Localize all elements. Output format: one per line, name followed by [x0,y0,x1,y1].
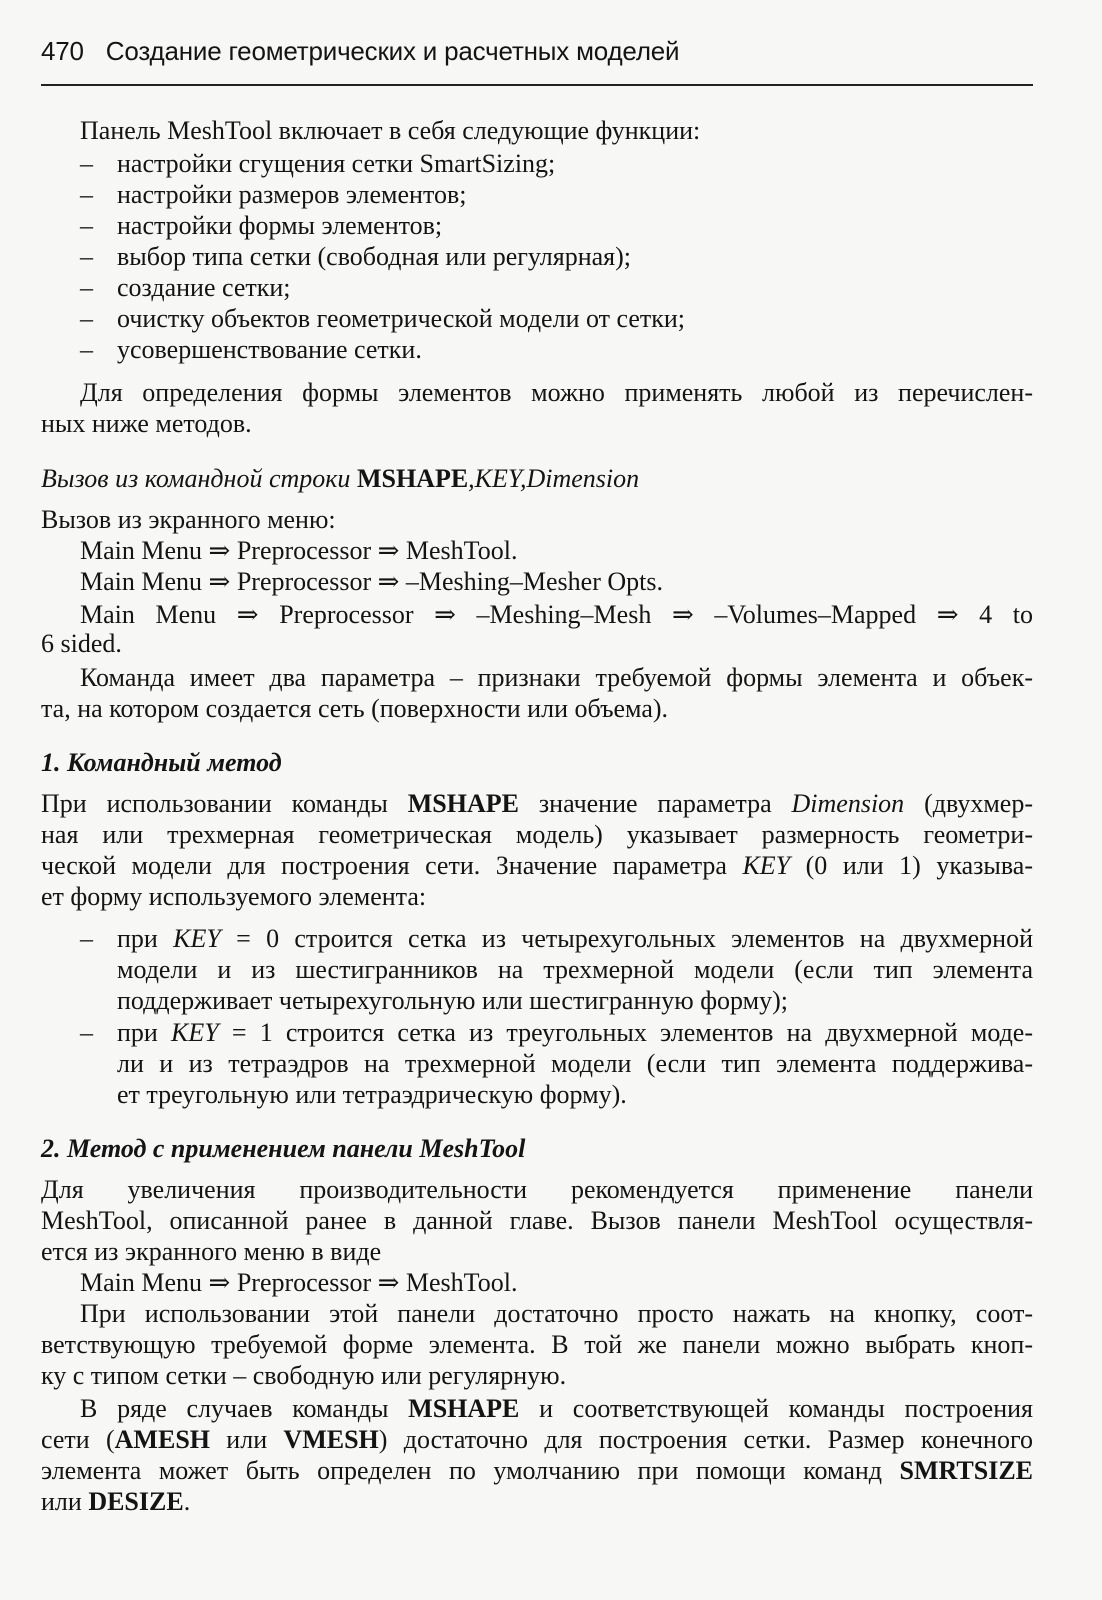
command-name: MSHAPE [356,464,469,493]
paragraph-line: Для увеличения производительности рекомендуется применение панели [41,1175,1033,1204]
intro-paragraph: Панель MeshTool включает в себя следующие функции: [80,116,701,145]
running-header [41,36,1031,67]
cmdline-call [41,463,1033,494]
command-name: DESIZE [88,1487,184,1516]
paragraph-line [41,788,1033,819]
chapter-title: Создание геометрических и расчетных моделей [105,36,680,66]
paragraph-line [41,850,1033,881]
list-item-line: модели и из шестигранников на трехмерной модели (если тип элемента [117,955,1033,984]
list-dash: – [80,180,93,209]
param-name: Dimension [791,789,905,818]
list-dash: – [80,304,93,333]
menu-path-continued: 6 sided. [41,629,122,658]
list-item: выбор типа сетки (свободная или регулярная); [117,242,632,271]
list-dash: – [80,211,93,240]
command-name: MSHAPE [407,789,519,818]
list-dash: – [80,924,93,953]
text-run: значение параметра [519,789,792,818]
paragraph-line [41,1486,1033,1517]
menu-call-label: Вызов из экранного меню: [41,505,336,534]
list-dash: – [80,273,93,302]
text-run: при [117,1018,171,1047]
paragraph-line: MeshTool, описанной ранее в данной главе. Вызов панели MeshTool осуществля- [41,1206,1033,1235]
menu-path: Main Menu ⇒ Preprocessor ⇒ MeshTool. [80,1268,518,1297]
cmdline-label: Вызов из командной строки [41,464,351,493]
paragraph-line: ет форму используемого элемента: [41,882,427,911]
text-run: или [210,1425,284,1454]
list-dash: – [80,149,93,178]
menu-path: Main Menu ⇒ Preprocessor ⇒ MeshTool. [80,536,518,565]
list-item: создание сетки; [117,273,291,302]
menu-path: Main Menu ⇒ Preprocessor ⇒ –Meshing–Mesher Opts. [80,567,663,596]
text-run: . [183,1487,191,1516]
text-run: При использовании команды [41,789,408,818]
param-name: KEY [171,1018,219,1047]
section-heading: 1. Командный метод [41,748,282,777]
list-dash: – [80,335,93,364]
command-args: ,KEY,Dimension [468,464,640,493]
text-run: (двухмер- [904,789,1033,818]
text-run: при [117,924,174,953]
text-run: = 1 строится сетка из треугольных элементов на двухмерной моде- [218,1018,1033,1047]
paragraph-line: ветствующую требуемой форме элемента. В той же панели можно выбрать кноп- [41,1330,1033,1359]
list-item-line: ли и из тетраэдров на трехмерной модели (если тип элемента поддержива- [117,1049,1033,1078]
command-name: MSHAPE [408,1394,520,1423]
paragraph-line: Команда имеет два параметра – признаки требуемой формы элемента и объек- [80,663,1033,692]
list-dash: – [80,1018,93,1047]
paragraph-line: ных ниже методов. [41,409,252,438]
paragraph-line: Для определения формы элементов можно применять любой из перечислен- [80,378,1033,407]
text-run: и соответствующей команды построения [519,1394,1033,1423]
param-name: KEY [173,924,221,953]
paragraph-line [80,1393,1033,1424]
paragraph-line [41,1455,1033,1486]
paragraph-line: ется из экранного меню в виде [41,1237,382,1266]
text-run: сети ( [41,1425,115,1454]
text-run: или [41,1487,89,1516]
command-name: SMRTSIZE [899,1456,1033,1485]
paragraph-line: та, на котором создается сеть (поверхности или объема). [41,694,669,723]
paragraph-line: ку с типом сетки – свободную или регулярную. [41,1361,567,1390]
paragraph-line: ная или трехмерная геометрическая модель) указывает размерность геометри- [41,820,1033,849]
list-item: настройки размеров элементов; [117,180,467,209]
text-run: ческой модели для построения сети. Значение параметра [41,851,743,880]
menu-path: Main Menu ⇒ Preprocessor ⇒ –Meshing–Mesh ⇒ –Volumes–Mapped ⇒ 4 to [80,600,1033,629]
list-item [117,1017,1033,1048]
list-item: настройки сгущения сетки SmartSizing; [117,149,556,178]
param-name: KEY [742,851,791,880]
list-item: очистку объектов геометрической модели от сетки; [117,304,686,333]
section-heading: 2. Метод с применением панели MeshTool [41,1134,526,1163]
page-number: 470 [41,36,84,66]
text-run: = 0 строится сетка из четырехугольных элементов на двухмерной [220,924,1033,953]
text-run: элемента может быть определен по умолчанию при помощи команд [41,1456,900,1485]
paragraph-line: При использовании этой панели достаточно просто нажать на кнопку, соот- [80,1299,1033,1328]
list-item-line: ет треугольную или тетраэдрическую форму). [117,1080,627,1109]
command-name: AMESH [114,1425,210,1454]
text-run: (0 или 1) указыва- [790,851,1033,880]
text-run: В ряде случаев команды [80,1394,409,1423]
paragraph-line [41,1424,1033,1455]
text-run: ) достаточно для построения сетки. Размер конечного [378,1425,1033,1454]
list-dash: – [80,242,93,271]
command-name: VMESH [283,1425,379,1454]
list-item: настройки формы элементов; [117,211,443,240]
header-rule [41,84,1033,86]
list-item-line: поддерживает четырехугольную или шестигранную форму); [117,986,788,1015]
list-item [117,923,1033,954]
list-item: усовершенствование сетки. [117,335,422,364]
